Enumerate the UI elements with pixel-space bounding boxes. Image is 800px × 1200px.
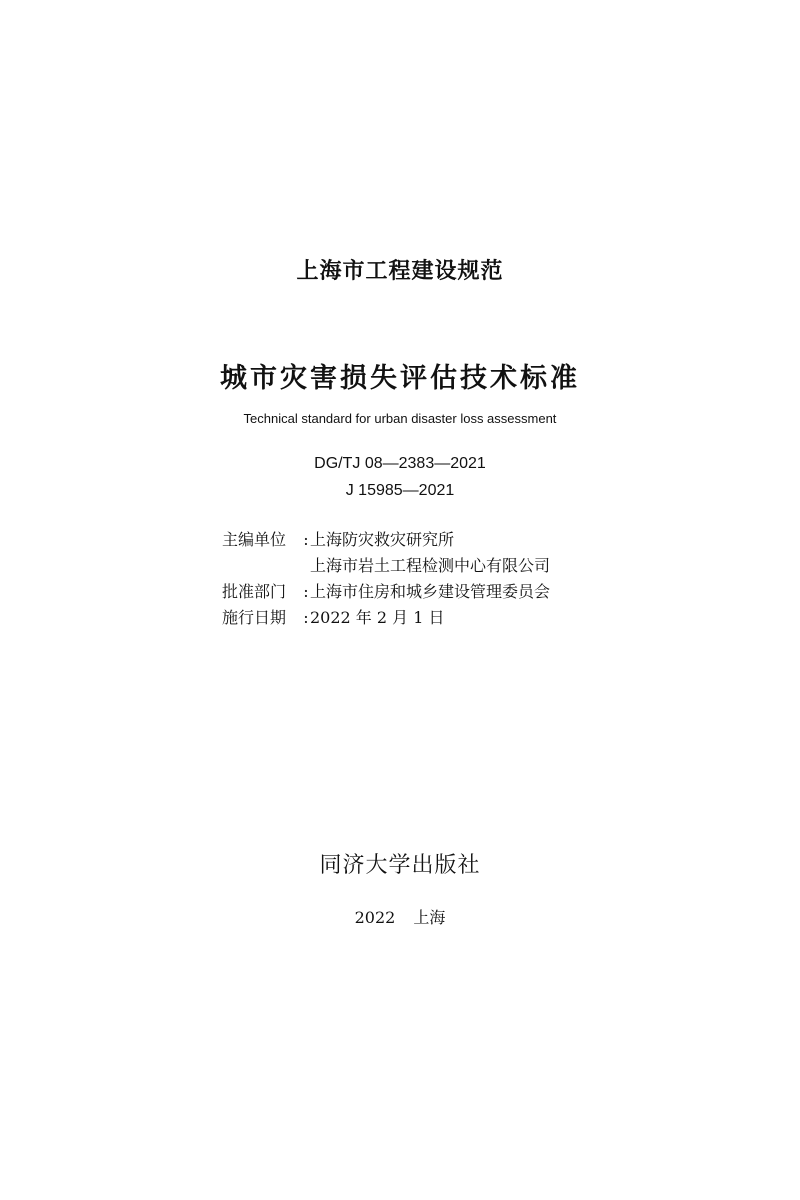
effective-row [222,605,550,631]
effective-value: 2022 年 2 月 1 日 [310,608,445,627]
english-title: Technical standard for urban disaster loss assessment [243,411,557,426]
approver-label: 批准部门 [222,582,287,601]
effective-label: 施行日期 [222,608,287,627]
colon: : [303,530,309,549]
publication-year: 2022 [354,908,396,927]
editor-value-2: 上海市岩土工程检测中心有限公司 [310,556,551,575]
editor-value-1: 上海防灾救灾研究所 [310,530,455,549]
colon: : [303,582,309,601]
editor-row [222,527,550,553]
document-title: 城市灾害损失评估技术标准 [220,363,580,394]
publication-city: 上海 [413,908,446,927]
editor-label: 主编单位 [222,530,287,549]
publication-year-city [0,905,800,928]
approver-value: 上海市住房和城乡建设管理委员会 [310,582,551,601]
editor-row-2 [222,553,550,579]
colon: : [303,608,309,627]
series-title: 上海市工程建设规范 [296,259,504,284]
publisher-name: 同济大学出版社 [319,853,481,878]
standard-code: DG/TJ 08—2383—2021 [314,455,486,472]
publication-info [222,527,550,631]
approver-row [222,579,550,605]
record-code: J 15985—2021 [345,482,455,499]
